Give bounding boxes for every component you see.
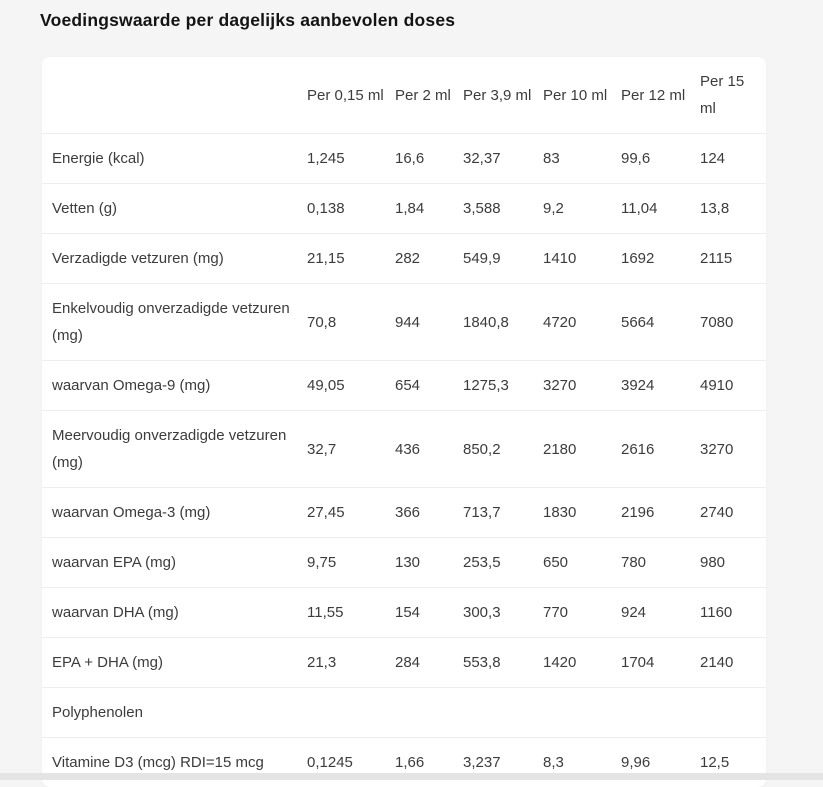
value-cell: 2115	[700, 234, 766, 284]
value-cell: 549,9	[463, 234, 543, 284]
table-header-row	[42, 57, 766, 134]
value-cell: 2180	[543, 411, 621, 488]
row-label: Meervoudig onverzadigde vetzuren (mg)	[42, 411, 307, 488]
nutrition-table	[42, 57, 766, 787]
table-row	[42, 234, 766, 284]
value-cell: 1692	[621, 234, 700, 284]
value-cell: 553,8	[463, 638, 543, 688]
value-cell: 1,245	[307, 134, 395, 184]
row-label: waarvan Omega-3 (mg)	[42, 488, 307, 538]
value-cell: 9,75	[307, 538, 395, 588]
bottom-section-edge	[0, 773, 823, 780]
table-body	[42, 134, 766, 787]
value-cell: 99,6	[621, 134, 700, 184]
value-cell: 9,96	[621, 738, 700, 787]
value-cell: 8,3	[543, 738, 621, 787]
value-cell	[463, 688, 543, 738]
value-cell: 1,66	[395, 738, 463, 787]
value-cell: 0,1245	[307, 738, 395, 787]
value-cell: 21,3	[307, 638, 395, 688]
value-cell: 11,55	[307, 588, 395, 638]
value-cell: 436	[395, 411, 463, 488]
value-cell: 2196	[621, 488, 700, 538]
value-cell: 1420	[543, 638, 621, 688]
value-cell: 980	[700, 538, 766, 588]
row-label: Vetten (g)	[42, 184, 307, 234]
column-header: Per 3,9 ml	[463, 57, 543, 134]
value-cell: 1704	[621, 638, 700, 688]
table-row	[42, 134, 766, 184]
value-cell: 32,7	[307, 411, 395, 488]
column-header: Per 2 ml	[395, 57, 463, 134]
value-cell: 944	[395, 284, 463, 361]
table-row	[42, 284, 766, 361]
table-row	[42, 688, 766, 738]
value-cell: 32,37	[463, 134, 543, 184]
value-cell: 300,3	[463, 588, 543, 638]
header-empty-cell	[42, 57, 307, 134]
value-cell: 5664	[621, 284, 700, 361]
table-row	[42, 588, 766, 638]
row-label: waarvan DHA (mg)	[42, 588, 307, 638]
table-row	[42, 638, 766, 688]
value-cell: 21,15	[307, 234, 395, 284]
page-title: Voedingswaarde per dagelijks aanbevolen doses	[40, 10, 455, 31]
value-cell: 9,2	[543, 184, 621, 234]
value-cell: 130	[395, 538, 463, 588]
value-cell: 654	[395, 361, 463, 411]
value-cell: 4720	[543, 284, 621, 361]
value-cell: 0,138	[307, 184, 395, 234]
value-cell: 11,04	[621, 184, 700, 234]
table-row	[42, 538, 766, 588]
value-cell	[395, 688, 463, 738]
value-cell: 3270	[700, 411, 766, 488]
row-label: EPA + DHA (mg)	[42, 638, 307, 688]
row-label: Verzadigde vetzuren (mg)	[42, 234, 307, 284]
value-cell	[621, 688, 700, 738]
value-cell: 1160	[700, 588, 766, 638]
column-header: Per 15 ml	[700, 57, 766, 134]
value-cell: 1840,8	[463, 284, 543, 361]
value-cell: 2740	[700, 488, 766, 538]
value-cell: 12,5	[700, 738, 766, 787]
row-label: waarvan EPA (mg)	[42, 538, 307, 588]
value-cell: 49,05	[307, 361, 395, 411]
value-cell: 3924	[621, 361, 700, 411]
nutrition-table-card	[42, 57, 766, 787]
value-cell: 2616	[621, 411, 700, 488]
value-cell	[700, 688, 766, 738]
value-cell: 713,7	[463, 488, 543, 538]
row-label: Vitamine D3 (mcg) RDI=15 mcg	[42, 738, 307, 787]
value-cell: 924	[621, 588, 700, 638]
row-label: Energie (kcal)	[42, 134, 307, 184]
value-cell: 13,8	[700, 184, 766, 234]
column-header: Per 0,15 ml	[307, 57, 395, 134]
value-cell: 770	[543, 588, 621, 638]
value-cell: 1,84	[395, 184, 463, 234]
value-cell	[543, 688, 621, 738]
value-cell: 282	[395, 234, 463, 284]
value-cell	[307, 688, 395, 738]
value-cell: 284	[395, 638, 463, 688]
row-label: Polyphenolen	[42, 688, 307, 738]
value-cell: 4910	[700, 361, 766, 411]
table-row	[42, 411, 766, 488]
value-cell: 154	[395, 588, 463, 638]
column-header: Per 10 ml	[543, 57, 621, 134]
value-cell: 366	[395, 488, 463, 538]
value-cell: 27,45	[307, 488, 395, 538]
value-cell: 780	[621, 538, 700, 588]
value-cell: 1275,3	[463, 361, 543, 411]
value-cell: 850,2	[463, 411, 543, 488]
table-row	[42, 184, 766, 234]
row-label: waarvan Omega-9 (mg)	[42, 361, 307, 411]
value-cell: 1410	[543, 234, 621, 284]
table-row	[42, 488, 766, 538]
value-cell: 1830	[543, 488, 621, 538]
value-cell: 3270	[543, 361, 621, 411]
row-label: Enkelvoudig onverzadigde vetzuren (mg)	[42, 284, 307, 361]
value-cell: 2140	[700, 638, 766, 688]
value-cell: 16,6	[395, 134, 463, 184]
value-cell: 83	[543, 134, 621, 184]
value-cell: 124	[700, 134, 766, 184]
value-cell: 70,8	[307, 284, 395, 361]
value-cell: 3,588	[463, 184, 543, 234]
table-row	[42, 361, 766, 411]
column-header: Per 12 ml	[621, 57, 700, 134]
value-cell: 7080	[700, 284, 766, 361]
value-cell: 253,5	[463, 538, 543, 588]
value-cell: 3,237	[463, 738, 543, 787]
value-cell: 650	[543, 538, 621, 588]
